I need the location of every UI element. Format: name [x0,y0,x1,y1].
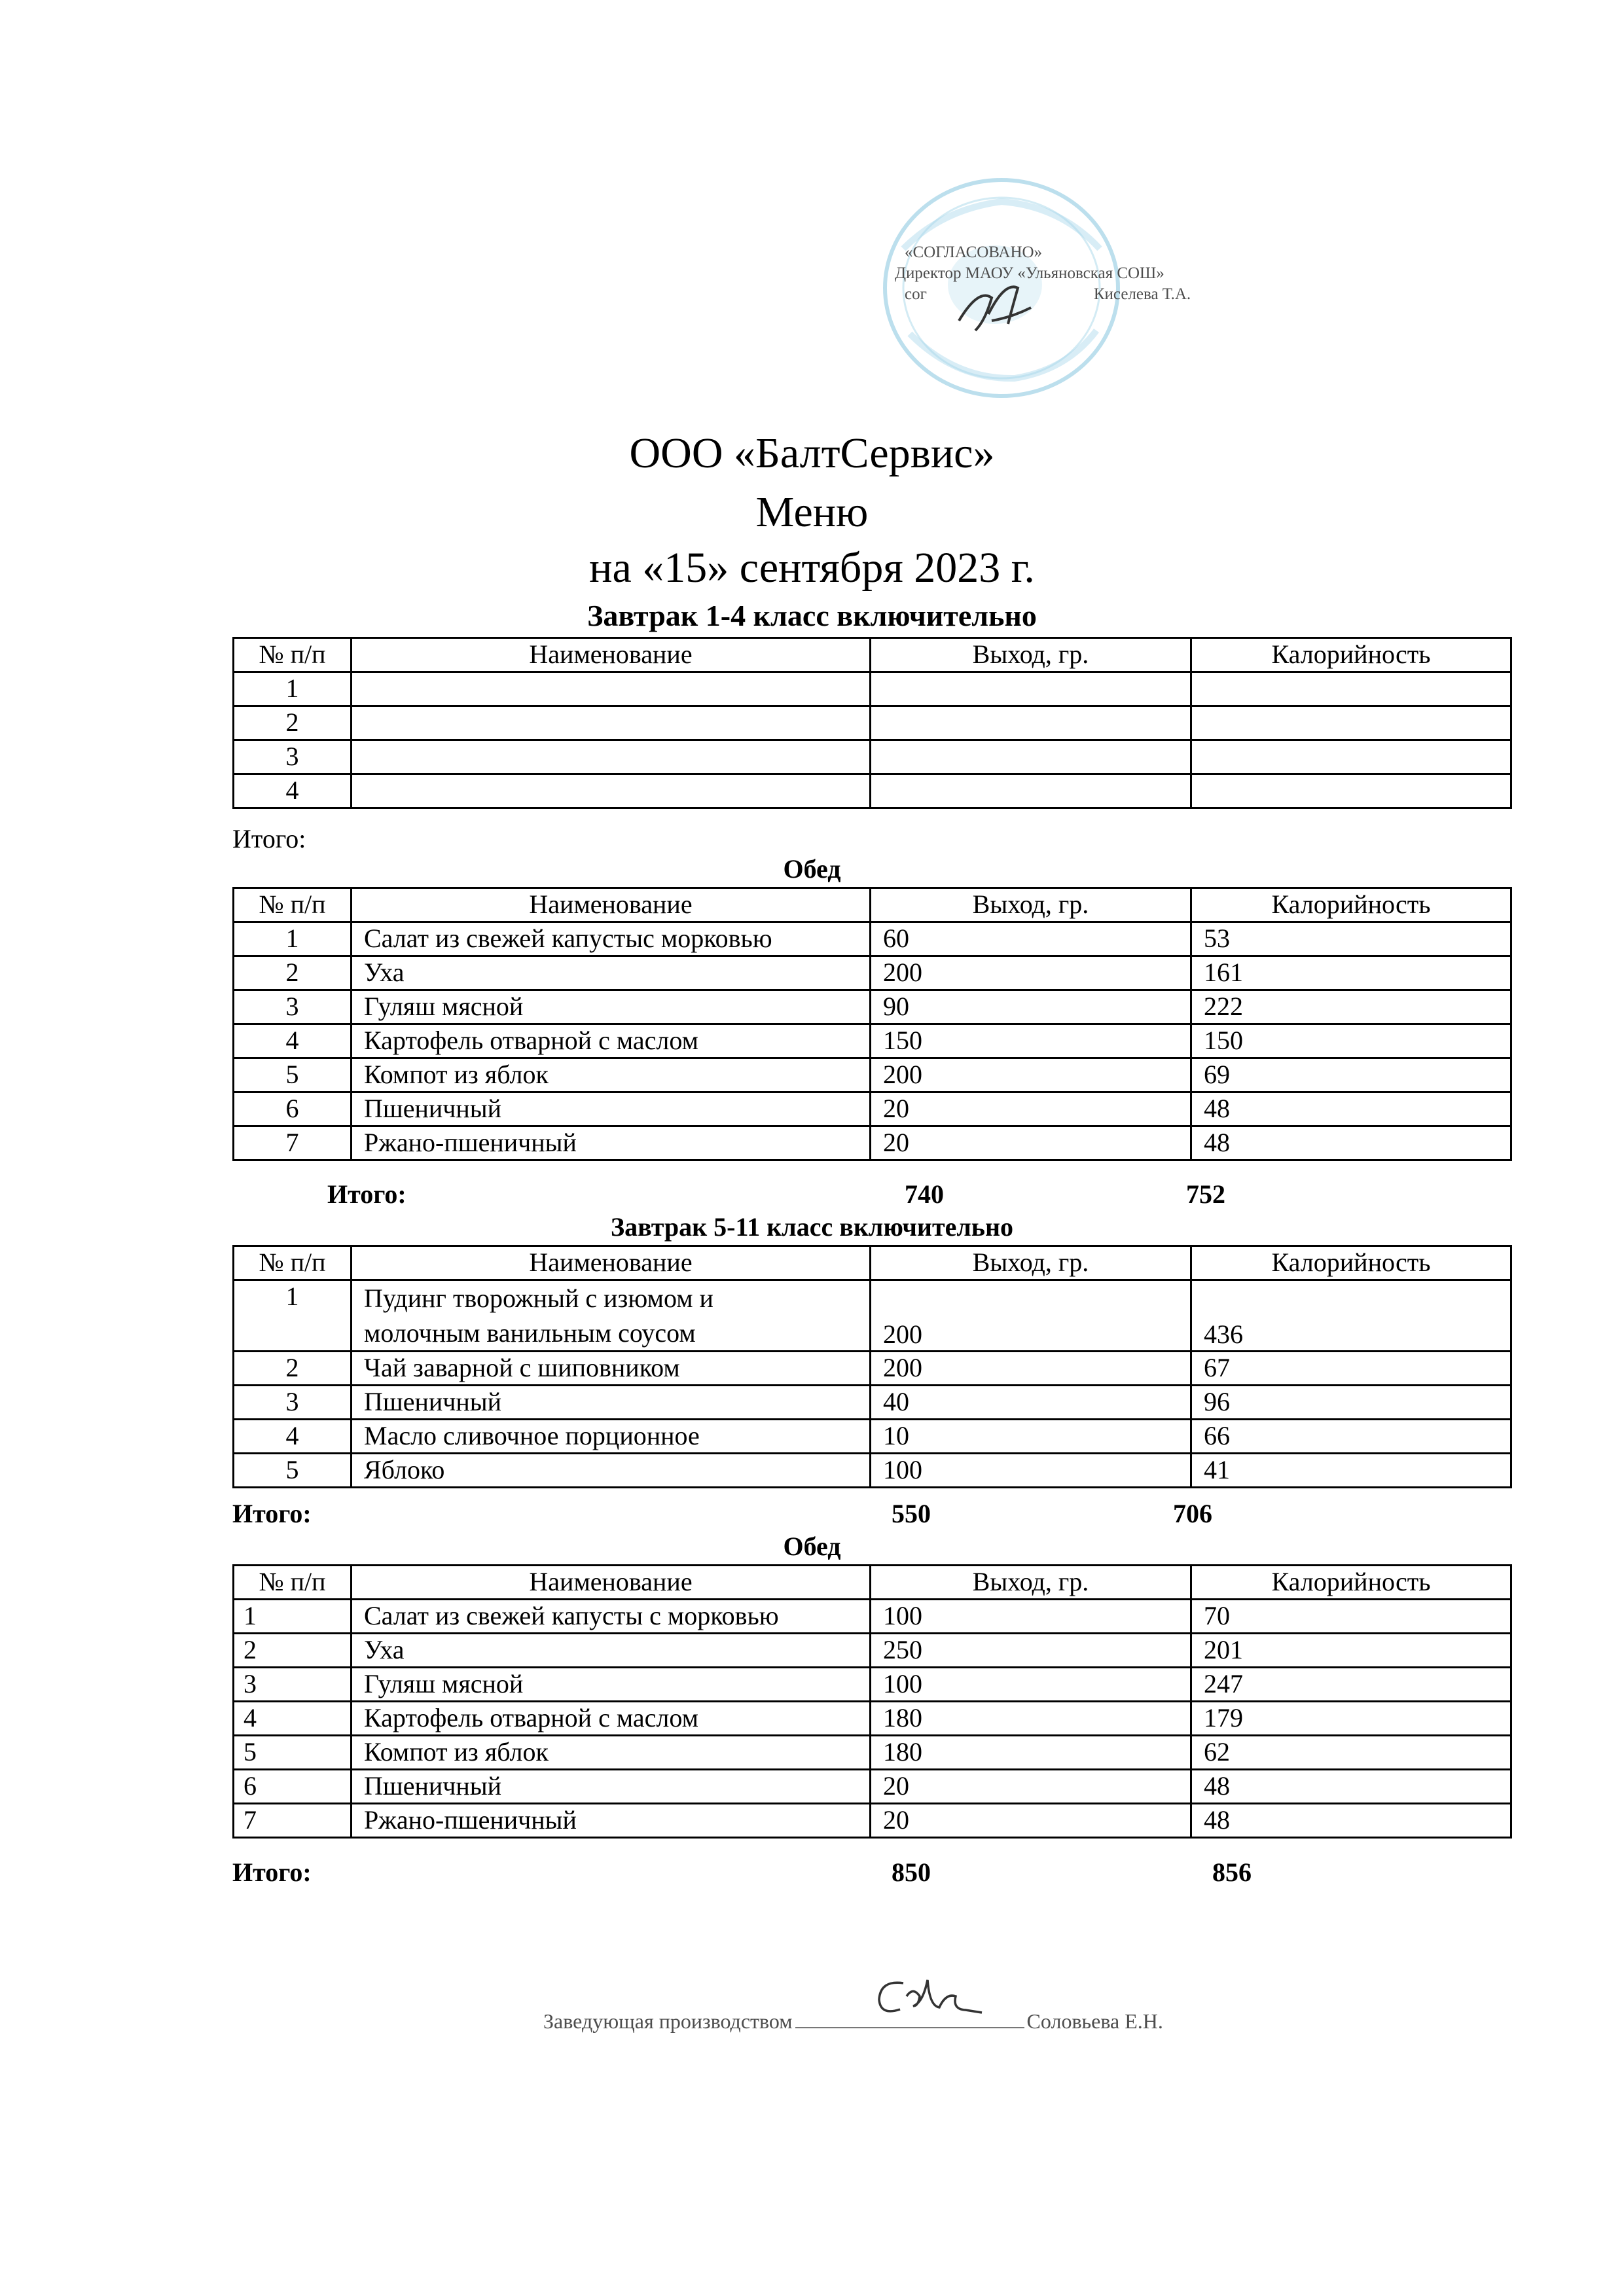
row-calories [1191,774,1511,808]
table-row [234,1634,1511,1668]
row-name: Пшеничный [352,1092,871,1126]
row-number: 5 [234,1736,352,1770]
table-row [234,1420,1511,1454]
table-header-row [234,888,1511,922]
row-weight: 250 [871,1634,1191,1668]
company-name: ООО «БалтСервис» [629,429,995,477]
document-title: Меню [755,488,869,536]
table-row [234,1454,1511,1488]
col-header-name: Наименование [352,1246,871,1280]
col-header-calories: Калорийность [1191,638,1511,672]
table-row [234,990,1511,1024]
total-label: Итого: [232,824,306,853]
row-number: 2 [234,956,352,990]
row-weight: 150 [871,1024,1191,1058]
row-calories: 48 [1191,1804,1511,1838]
row-name: Ржано-пшеничный [352,1804,871,1838]
row-weight: 180 [871,1736,1191,1770]
table-row [234,1024,1511,1058]
row-weight: 10 [871,1420,1191,1454]
section-title-lunch-2: Обед [783,1532,841,1561]
section-title-breakfast-1-4: Завтрак 1-4 класс включительно [587,599,1037,632]
row-number: 3 [234,1386,352,1420]
row-name-line-1: Пудинг творожный с изюмом и [364,1283,713,1313]
row-name [352,1280,871,1352]
row-name: Масло сливочное порционное [352,1420,871,1454]
row-number: 1 [234,1280,352,1352]
row-weight: 100 [871,1600,1191,1634]
row-weight: 200 [871,956,1191,990]
row-number: 1 [234,672,352,706]
row-name: Уха [352,1634,871,1668]
row-number: 3 [234,740,352,774]
table-row [234,1770,1511,1804]
table-row [234,672,1511,706]
row-calories: 48 [1191,1092,1511,1126]
row-weight: 100 [871,1668,1191,1702]
approval-prefix: сог [905,285,927,303]
row-weight [871,706,1191,740]
row-weight: 200 [871,1280,1191,1352]
row-calories [1191,672,1511,706]
col-header-name: Наименование [352,888,871,922]
table-header-row [234,638,1511,672]
row-name: Компот из яблок [352,1058,871,1092]
table-row [234,740,1511,774]
section-title-lunch-1: Обед [783,854,841,884]
col-header-name: Наименование [352,1566,871,1600]
row-weight: 100 [871,1454,1191,1488]
row-number: 6 [234,1092,352,1126]
row-number: 5 [234,1454,352,1488]
row-number: 3 [234,990,352,1024]
row-name [352,774,871,808]
row-name: Пшеничный [352,1386,871,1420]
table-header-row [234,1246,1511,1280]
row-calories: 96 [1191,1386,1511,1420]
row-name: Пшеничный [352,1770,871,1804]
row-weight: 20 [871,1804,1191,1838]
row-calories: 48 [1191,1126,1511,1160]
row-name [352,740,871,774]
row-weight: 20 [871,1126,1191,1160]
total-label: Итого: [232,1499,312,1528]
row-calories [1191,740,1511,774]
col-header-calories: Калорийность [1191,888,1511,922]
row-weight: 200 [871,1352,1191,1386]
row-weight [871,672,1191,706]
manager-signature [867,1967,985,2026]
approval-name: Киселева Т.А. [1093,285,1191,303]
signature-underline [795,2027,1024,2028]
row-calories: 48 [1191,1770,1511,1804]
row-name-line-2: молочным ванильным соусом [364,1318,696,1348]
footer-position: Заведующая производством [543,2009,793,2033]
row-weight [871,740,1191,774]
col-header-number: № п/п [234,638,352,672]
section-title-breakfast-5-11: Завтрак 5-11 класс включительно [610,1212,1014,1242]
row-calories: 150 [1191,1024,1511,1058]
row-name: Уха [352,956,871,990]
row-weight: 20 [871,1770,1191,1804]
row-calories: 67 [1191,1352,1511,1386]
row-name [352,672,871,706]
table-row [234,706,1511,740]
col-header-calories: Калорийность [1191,1566,1511,1600]
col-header-weight: Выход, гр. [871,1246,1191,1280]
row-number: 1 [234,1600,352,1634]
footer-name: Соловьева Е.Н. [1026,2009,1163,2033]
row-number: 4 [234,1702,352,1736]
row-name [352,706,871,740]
total-calories: 856 [1212,1857,1252,1887]
row-name: Картофель отварной с маслом [352,1702,871,1736]
row-name: Салат из свежей капусты с морковью [352,1600,871,1634]
row-calories: 179 [1191,1702,1511,1736]
menu-date: на «15» сентября 2023 г. [589,544,1035,592]
col-header-weight: Выход, гр. [871,638,1191,672]
col-header-number: № п/п [234,1566,352,1600]
menu-table-breakfast-1-4 [232,637,1512,809]
total-label: Итого: [232,1857,312,1887]
row-weight: 20 [871,1092,1191,1126]
col-header-calories: Калорийность [1191,1246,1511,1280]
row-weight: 60 [871,922,1191,956]
director-signature [946,275,1044,340]
col-header-weight: Выход, гр. [871,1566,1191,1600]
row-name: Компот из яблок [352,1736,871,1770]
table-row [234,1736,1511,1770]
table-row [234,1702,1511,1736]
total-weight: 550 [892,1499,931,1528]
table-header-row [234,1566,1511,1600]
total-label: Итого: [327,1179,406,1209]
row-calories: 70 [1191,1600,1511,1634]
row-name: Салат из свежей капустыс морковью [352,922,871,956]
row-name: Яблоко [352,1454,871,1488]
row-number: 2 [234,1634,352,1668]
col-header-number: № п/п [234,1246,352,1280]
row-calories: 41 [1191,1454,1511,1488]
row-number: 6 [234,1770,352,1804]
col-header-number: № п/п [234,888,352,922]
col-header-name: Наименование [352,638,871,672]
row-calories: 62 [1191,1736,1511,1770]
row-weight: 200 [871,1058,1191,1092]
row-weight: 90 [871,990,1191,1024]
row-calories: 436 [1191,1280,1511,1352]
row-name: Картофель отварной с маслом [352,1024,871,1058]
menu-table-lunch-1 [232,887,1512,1161]
row-calories: 201 [1191,1634,1511,1668]
row-calories: 222 [1191,990,1511,1024]
table-row [234,1804,1511,1838]
row-number: 4 [234,774,352,808]
table-row [234,1280,1511,1352]
menu-table-breakfast-5-11 [232,1245,1512,1488]
table-row [234,1126,1511,1160]
row-number: 1 [234,922,352,956]
total-weight: 740 [905,1179,944,1209]
table-row [234,1058,1511,1092]
row-number: 7 [234,1804,352,1838]
table-row [234,1600,1511,1634]
row-number: 2 [234,706,352,740]
table-row [234,1352,1511,1386]
col-header-weight: Выход, гр. [871,888,1191,922]
row-calories: 161 [1191,956,1511,990]
table-row [234,922,1511,956]
row-calories: 69 [1191,1058,1511,1092]
row-number: 5 [234,1058,352,1092]
row-calories: 53 [1191,922,1511,956]
row-calories [1191,706,1511,740]
row-name: Гуляш мясной [352,990,871,1024]
total-calories: 706 [1173,1499,1212,1528]
total-calories: 752 [1186,1179,1225,1209]
row-number: 3 [234,1668,352,1702]
row-number: 2 [234,1352,352,1386]
row-number: 7 [234,1126,352,1160]
row-number: 4 [234,1420,352,1454]
table-row [234,956,1511,990]
row-calories: 247 [1191,1668,1511,1702]
row-name: Гуляш мясной [352,1668,871,1702]
table-row [234,774,1511,808]
table-row [234,1668,1511,1702]
menu-table-lunch-2 [232,1564,1512,1839]
total-weight: 850 [892,1857,931,1887]
table-row [234,1386,1511,1420]
row-number: 4 [234,1024,352,1058]
row-name: Чай заварной с шиповником [352,1352,871,1386]
approval-line-2: Директор МАОУ «Ульяновская СОШ» [895,264,1164,282]
table-row [234,1092,1511,1126]
row-weight [871,774,1191,808]
row-weight: 40 [871,1386,1191,1420]
row-name: Ржано-пшеничный [352,1126,871,1160]
approval-line-1: «СОГЛАСОВАНО» [905,243,1043,261]
footer-signature-line [543,2009,1163,2034]
row-weight: 180 [871,1702,1191,1736]
row-calories: 66 [1191,1420,1511,1454]
